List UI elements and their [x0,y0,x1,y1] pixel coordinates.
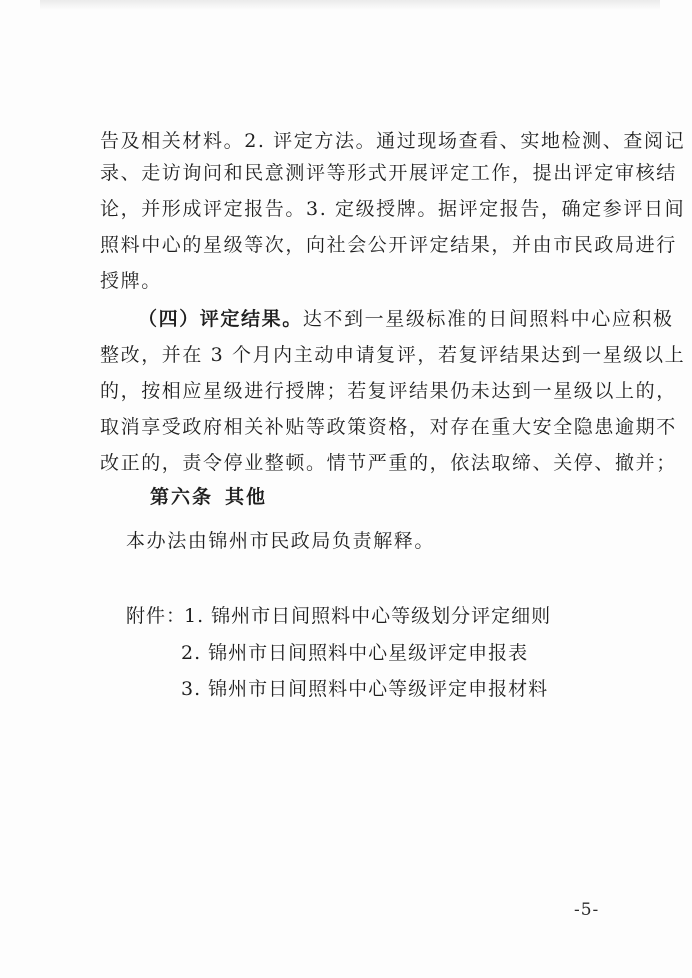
paragraph-line: 整改，并在 3 个月内主动申请复评，若复评结果达到一星级以上 [100,344,686,366]
interpretation-text: 本办法由锦州市民政局负责解释。 [126,530,436,552]
paragraph-line: 论，并形成评定报告。3. 定级授牌。据评定报告，确定参评日间 [100,198,686,220]
article-number: 第六条 [150,486,214,508]
attachments-label: 附件： [126,605,187,627]
scan-top-edge [40,0,660,10]
attachment-item: 1. 锦州市日间照料中心等级划分评定细则 [184,605,552,627]
evaluation-result-line [138,307,674,331]
article-six-heading [150,485,267,509]
page-number: -5- [574,900,600,920]
evaluation-result-heading: （四）评定结果。 [138,308,303,330]
paragraph-line: 取消享受政府相关补贴等政策资格，对存在重大安全隐患逾期不 [100,416,677,438]
attachment-item: 3. 锦州市日间照料中心等级评定申报材料 [181,678,549,700]
evaluation-result-text: 达不到一星级标准的日间照料中心应积极 [302,308,674,330]
paragraph-line: 的，按相应星级进行授牌；若复评结果仍未达到一星级以上的， [100,380,677,402]
paragraph-line: 告及相关材料。2. 评定方法。通过现场查看、实地检测、查阅记 [100,130,686,152]
attachment-item: 2. 锦州市日间照料中心星级评定申报表 [181,642,529,664]
article-title: 其他 [225,486,268,508]
paragraph-line: 改正的，责令停业整顿。情节严重的，依法取缔、关停、撤并； [100,452,677,474]
paragraph-line: 照料中心的星级等次，向社会公开评定结果，并由市民政局进行 [100,234,677,256]
paragraph-line: 授牌。 [100,270,162,292]
paragraph-line: 录、走访询问和民意测评等形式开展评定工作，提出评定审核结 [100,162,677,184]
